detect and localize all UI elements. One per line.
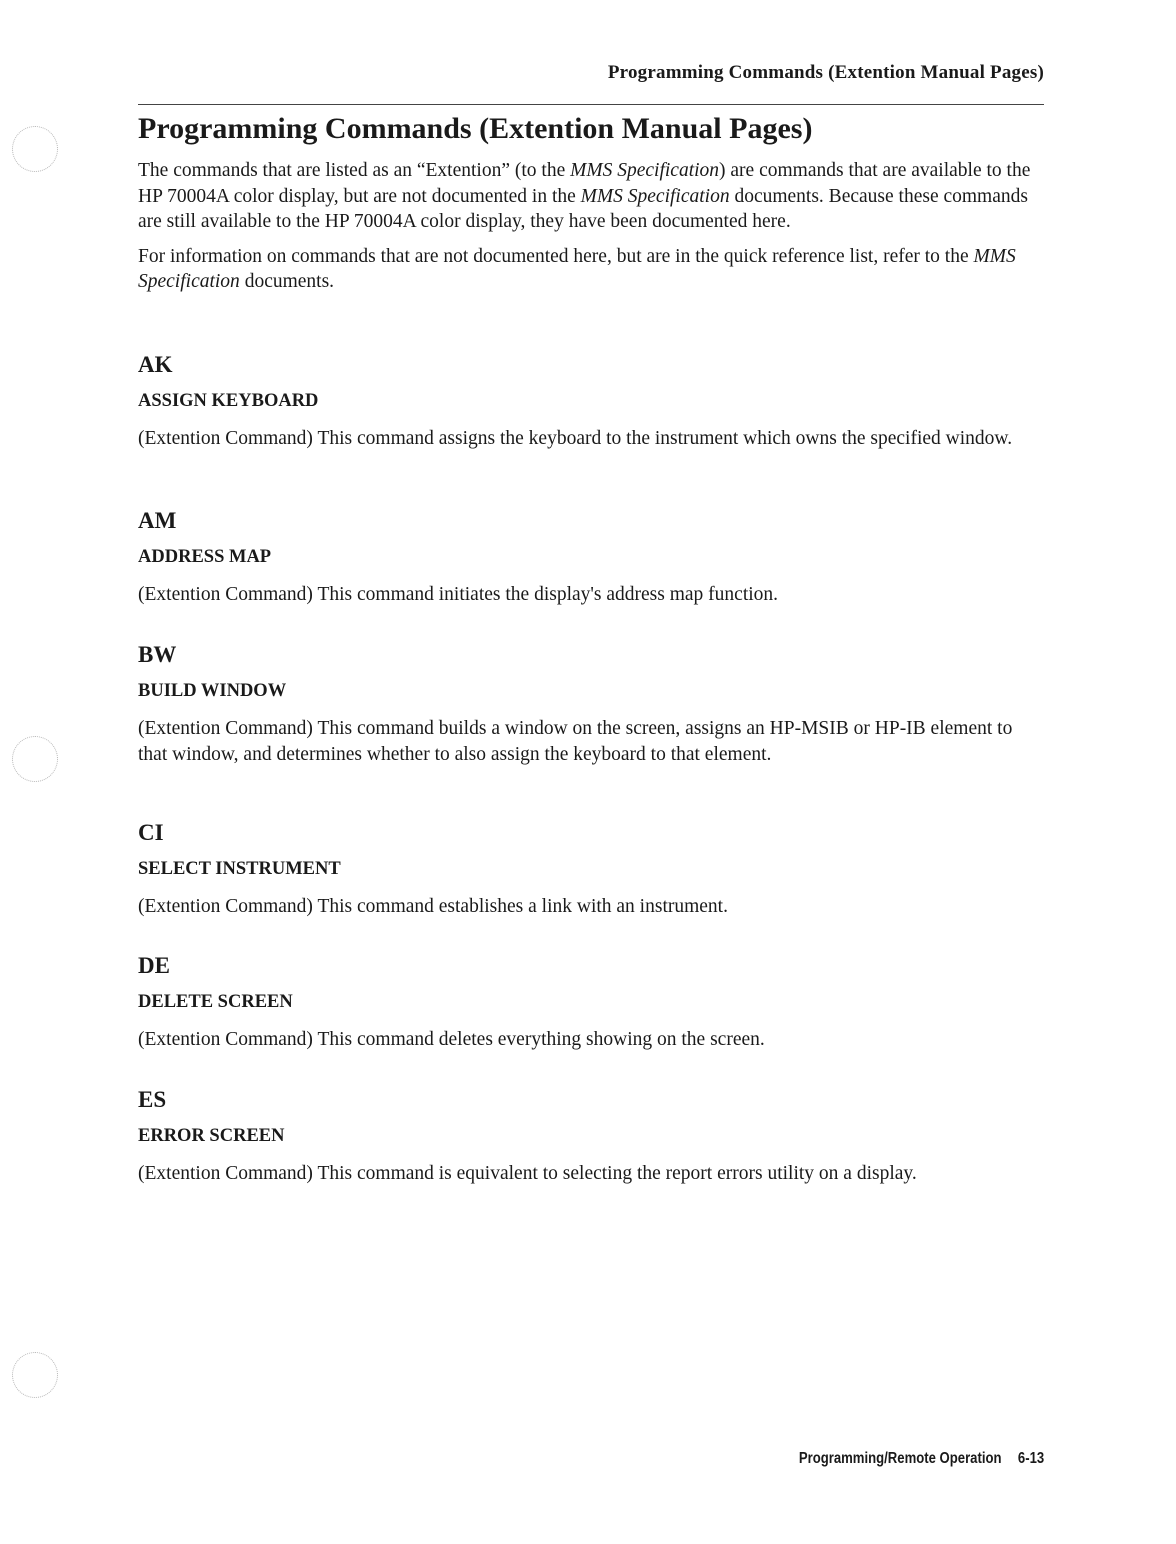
intro-paragraph-2: For information on commands that are not documented here, but are in the quick reference list, refer to the MMS Specification documents.: [138, 245, 1016, 292]
command-description: (Extention Command) This command assigns the keyboard to the instrument which owns the specified window.: [138, 428, 1013, 449]
command-description: (Extention Command) This command deletes everything showing on the screen.: [138, 1029, 765, 1050]
command-name: BUILD WINDOW: [138, 681, 287, 701]
command-name: ASSIGN KEYBOARD: [138, 391, 319, 411]
running-header: Programming Commands (Extention Manual Pages): [607, 62, 1044, 83]
command-code: ES: [138, 1087, 167, 1112]
page-footer: [799, 1450, 1044, 1468]
footer-section-title: Programming/Remote Operation: [798, 1450, 1002, 1467]
command-description: (Extention Command) This command builds a window on the screen, assigns an HP-MSIB or HP-IB element to that window, and determines whether to also assign the keyboard to that element.: [138, 718, 1013, 765]
command-name: ERROR SCREEN: [138, 1126, 285, 1146]
command-description: (Extention Command) This command is equivalent to selecting the report errors utility on a display.: [138, 1163, 917, 1184]
command-name: DELETE SCREEN: [138, 992, 293, 1012]
command-section-es: [138, 1087, 1018, 1187]
command-name: SELECT INSTRUMENT: [138, 859, 341, 879]
header-rule: [138, 104, 1044, 105]
page-number: 6-13: [1017, 1450, 1044, 1467]
command-section-de: [138, 953, 1018, 1053]
command-code: AM: [138, 508, 177, 533]
command-section-ak: [138, 352, 1018, 452]
punch-hole-bottom: [12, 1352, 58, 1398]
intro-paragraph-1: The commands that are listed as an “Extention” (to the MMS Specification) are commands that are available to the HP 70004A color display, but are not documented in the MMS Specification documents. Because these commands are still available to the HP 70004A color display, they have been documented here.: [138, 160, 1031, 232]
command-section-ci: [138, 820, 1018, 920]
command-section-bw: [138, 642, 1018, 767]
command-section-am: [138, 508, 1018, 608]
command-code: CI: [138, 820, 164, 845]
punch-hole-middle: [12, 736, 58, 782]
command-description: (Extention Command) This command establishes a link with an instrument.: [138, 896, 728, 917]
command-code: BW: [138, 642, 177, 667]
command-code: AK: [138, 352, 173, 377]
punch-hole-top: [12, 126, 58, 172]
command-description: (Extention Command) This command initiates the display's address map function.: [138, 584, 779, 605]
intro: [138, 158, 1038, 304]
command-name: ADDRESS MAP: [138, 547, 272, 567]
command-code: DE: [138, 953, 170, 978]
page-title: Programming Commands (Extention Manual Pages): [138, 112, 813, 145]
